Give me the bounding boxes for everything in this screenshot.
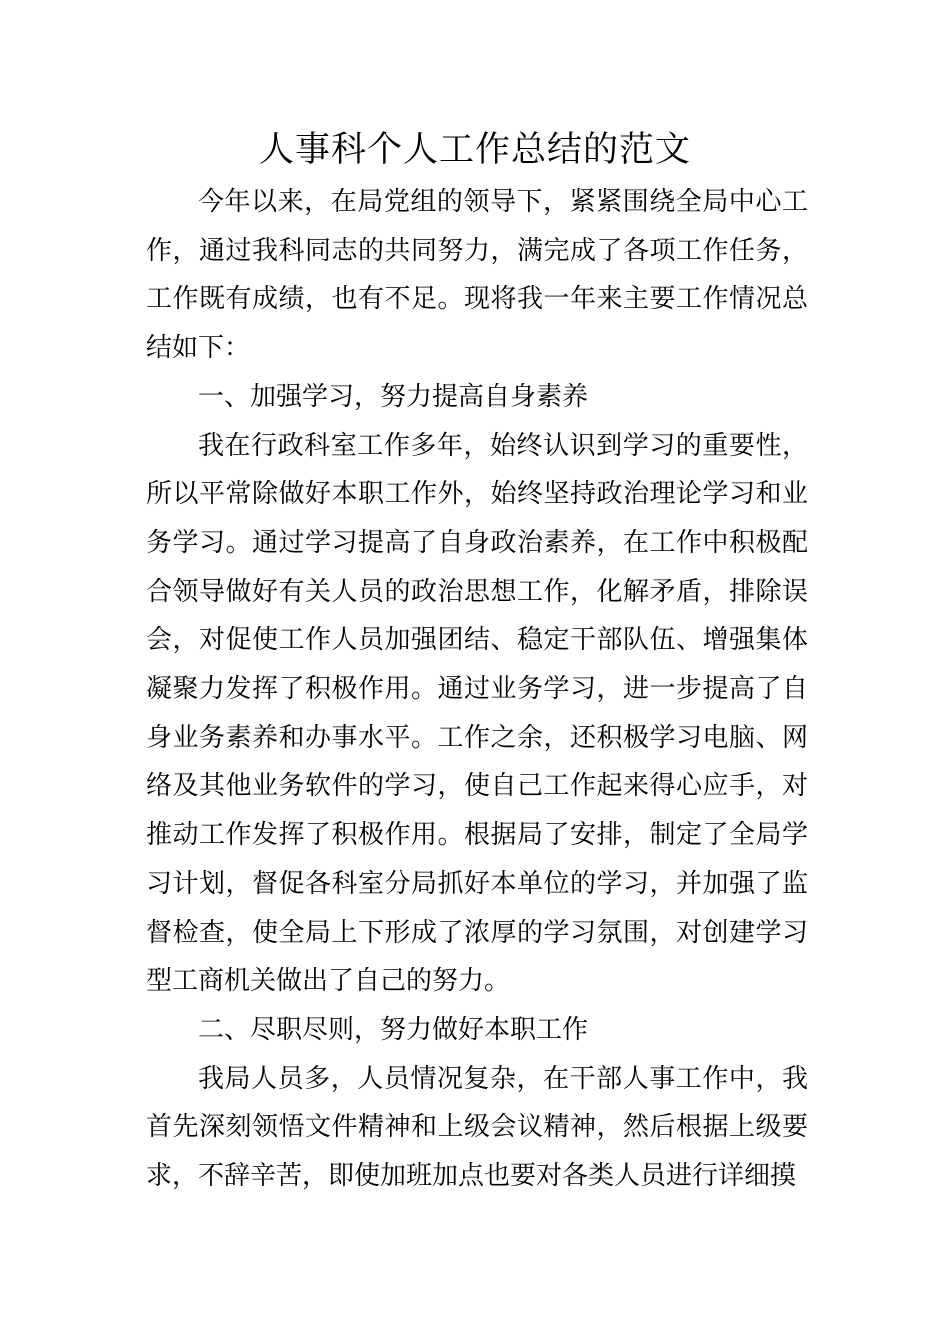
section-2-paragraph: 我局人员多，人员情况复杂，在干部人事工作中，我首先深刻领悟文件精神和上级会议精神，然后根据上级要求，不辞辛苦，即使加班加点也要对各类人员进行详细摸 [146, 1063, 808, 1192]
document-body [146, 178, 808, 1201]
section-heading-1: 一、加强学习，努力提高自身素养 [198, 381, 589, 412]
document-title: 人事科个人工作总结的范文 [258, 130, 691, 170]
section-heading-2: 二、尽职尽则，努力做好本职工作 [198, 1014, 589, 1045]
intro-paragraph: 今年以来，在局党组的领导下，紧紧围绕全局中心工作，通过我科同志的共同努力，满完成了各项工作任务，工作既有成绩，也有不足。现将我一年来主要工作情况总结如下： [146, 187, 808, 364]
section-1-paragraph: 我在行政科室工作多年，始终认识到学习的重要性，所以平常除做好本职工作外，始终坚持政治理论学习和业务学习。通过学习提高了自身政治素养，在工作中积极配合领导做好有关人员的政治思想工作，化解矛盾，排除误会，对促使工作人员加强团结、稳定干部队伍、增强集体凝聚力发挥了积极作用。通过业务学习，进一步提高了自身业务素养和办事水平。工作之余，还积极学习电脑、网络及其他业务软件的学习，使自己工作起来得心应手，对推动工作发挥了积极作用。根据局了安排，制定了全局学习计划，督促各科室分局抓好本单位的学习，并加强了监督检查，使全局上下形成了浓厚的学习氛围，对创建学习型工商机关做出了自己的努力。 [146, 430, 808, 997]
